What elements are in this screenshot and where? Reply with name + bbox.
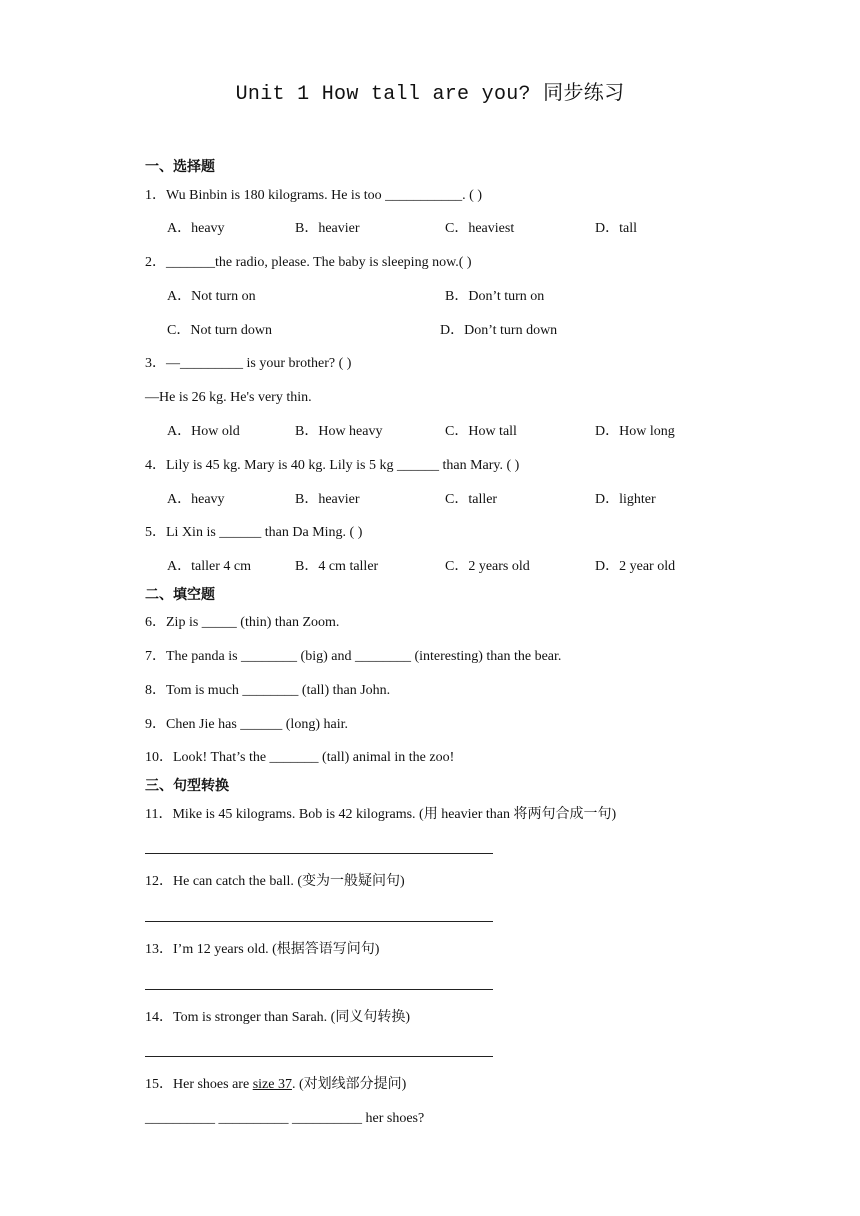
question-13: 13．I’m 12 years old. (根据答语写问句) bbox=[145, 942, 380, 957]
question-2-option-a: A．Not turn on bbox=[167, 289, 256, 304]
question-10: 10．Look! That’s the _______ (tall) animal in the zoo! bbox=[145, 750, 455, 765]
question-4-option-a: A．heavy bbox=[167, 492, 225, 507]
question-15-answer: __________ __________ __________ her shoes? bbox=[145, 1111, 425, 1126]
answer-line-14 bbox=[145, 1056, 493, 1057]
question-4-option-c: C．taller bbox=[445, 492, 498, 507]
question-15-suffix: . (对划线部分提问) bbox=[291, 1077, 407, 1092]
answer-line-13 bbox=[145, 989, 493, 990]
question-3-option-c: C．How tall bbox=[445, 424, 517, 439]
question-2-option-d: D．Don’t turn down bbox=[440, 323, 558, 338]
title-chinese: 同步练习 bbox=[543, 80, 625, 104]
page-title bbox=[0, 76, 860, 106]
question-15-underlined: size 37 bbox=[252, 1077, 292, 1092]
question-2-option-c: C．Not turn down bbox=[167, 323, 272, 338]
question-3-reply: —He is 26 kg. He's very thin. bbox=[145, 390, 312, 405]
question-15 bbox=[145, 1076, 406, 1094]
question-5-option-d: D．2 year old bbox=[595, 559, 676, 574]
question-12: 12．He can catch the ball. (变为一般疑问句) bbox=[145, 874, 405, 889]
question-1-option-c: C．heaviest bbox=[445, 221, 515, 236]
question-8: 8．Tom is much ________ (tall) than John. bbox=[145, 683, 391, 698]
section-heading-transform: 三、句型转换 bbox=[145, 778, 229, 794]
question-6: 6．Zip is _____ (thin) than Zoom. bbox=[145, 615, 340, 630]
question-3-option-d: D．How long bbox=[595, 424, 675, 439]
question-4-option-b: B．heavier bbox=[295, 492, 360, 507]
question-5-stem: 5．Li Xin is ______ than Da Ming. ( ) bbox=[145, 525, 363, 540]
question-1-option-b: B．heavier bbox=[295, 221, 360, 236]
section-heading-choice: 一、选择题 bbox=[145, 159, 215, 175]
question-15-prefix: 15．Her shoes are bbox=[145, 1077, 253, 1092]
question-1-stem: 1．Wu Binbin is 180 kilograms. He is too ___________. ( ) bbox=[145, 188, 482, 203]
answer-line-11 bbox=[145, 853, 493, 854]
question-4-option-d: D．lighter bbox=[595, 492, 656, 507]
question-2-stem: 2．_______the radio, please. The baby is sleeping now.( ) bbox=[145, 255, 472, 270]
question-7: 7．The panda is ________ (big) and ________ (interesting) than the bear. bbox=[145, 649, 562, 664]
question-3-stem: 3．—_________ is your brother? ( ) bbox=[145, 356, 352, 371]
question-1-option-a: A．heavy bbox=[167, 221, 225, 236]
question-14: 14．Tom is stronger than Sarah. (同义句转换) bbox=[145, 1010, 410, 1025]
question-4-stem: 4．Lily is 45 kg. Mary is 40 kg. Lily is 5 kg ______ than Mary. ( ) bbox=[145, 458, 520, 473]
question-5-option-a: A．taller 4 cm bbox=[167, 559, 251, 574]
question-5-option-c: C．2 years old bbox=[445, 559, 530, 574]
title-english: Unit 1 How tall are you? bbox=[235, 83, 531, 106]
question-2-option-b: B．Don’t turn on bbox=[445, 289, 545, 304]
question-11: 11．Mike is 45 kilograms. Bob is 42 kilograms. (用 heavier than 将两句合成一句) bbox=[145, 807, 617, 822]
question-5-option-b: B．4 cm taller bbox=[295, 559, 379, 574]
answer-line-12 bbox=[145, 921, 493, 922]
question-3-option-a: A．How old bbox=[167, 424, 240, 439]
section-heading-fill: 二、填空题 bbox=[145, 587, 215, 603]
question-3-option-b: B．How heavy bbox=[295, 424, 383, 439]
question-9: 9．Chen Jie has ______ (long) hair. bbox=[145, 717, 348, 732]
question-1-option-d: D．tall bbox=[595, 221, 637, 236]
